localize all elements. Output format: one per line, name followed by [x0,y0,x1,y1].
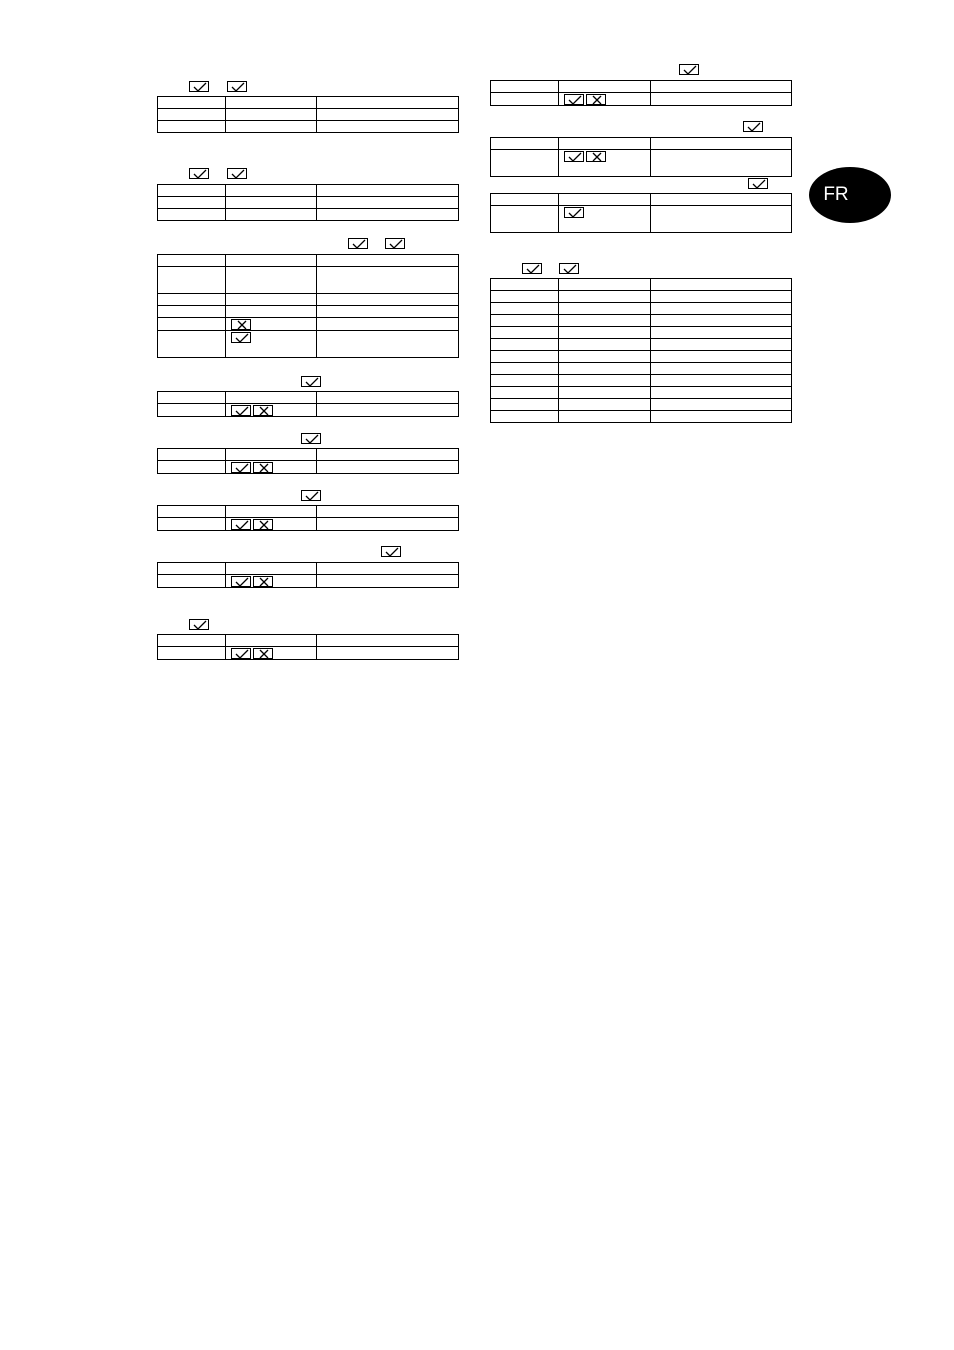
check-icon [227,168,247,179]
language-tab-label: FR [823,184,849,205]
check-icon [231,576,251,587]
check-icon [743,121,763,132]
cross-icon [253,519,273,530]
cross-icon [586,151,606,162]
check-icon [381,546,401,557]
form-table [157,505,459,531]
language-tab [809,167,891,223]
check-icon [231,332,251,343]
cross-icon [586,94,606,105]
check-icon [189,81,209,92]
check-icon [748,178,768,189]
check-icon [231,519,251,530]
check-icon [679,64,699,75]
check-icon [301,433,321,444]
form-table [157,184,459,221]
check-icon [231,648,251,659]
form-table [490,80,792,106]
form-table [157,448,459,474]
cross-icon [253,648,273,659]
form-table [490,137,792,177]
check-icon [348,238,368,249]
check-icon [301,490,321,501]
check-icon [564,151,584,162]
check-icon [559,263,579,274]
check-icon [189,168,209,179]
check-icon [231,405,251,416]
check-icon [564,207,584,218]
check-icon [227,81,247,92]
form-table [157,634,459,660]
form-table [157,562,459,588]
cross-icon [253,462,273,473]
form-table [490,278,792,423]
form-table [490,193,792,233]
form-table [157,254,459,358]
check-icon [522,263,542,274]
cross-icon [253,576,273,587]
check-icon [189,619,209,630]
cross-icon [231,319,251,330]
check-icon [385,238,405,249]
cross-icon [253,405,273,416]
check-icon [564,94,584,105]
form-table [157,391,459,417]
check-icon [301,376,321,387]
form-table [157,96,459,133]
check-icon [231,462,251,473]
